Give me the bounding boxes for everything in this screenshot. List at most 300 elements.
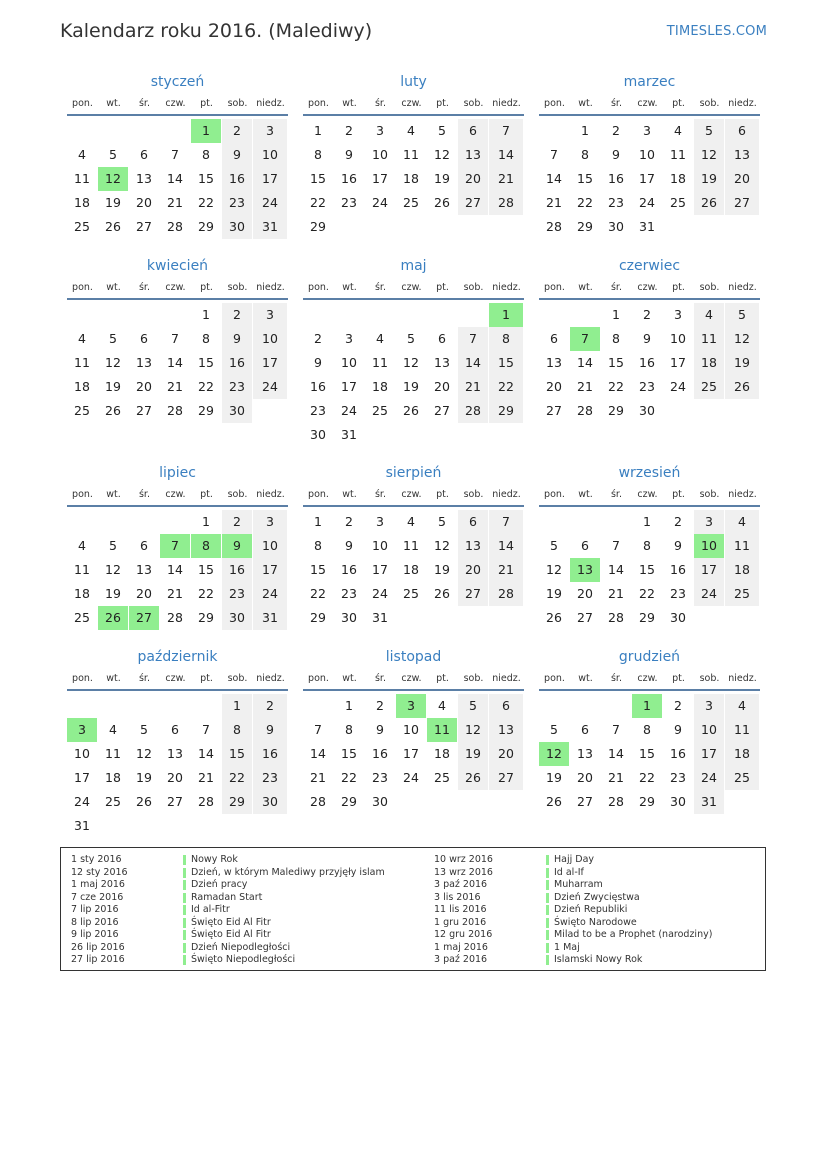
day-cell: 7: [612, 722, 620, 737]
day-cell: 28: [310, 794, 326, 809]
day-cell: 8: [202, 147, 210, 162]
day-cell: 25: [725, 582, 759, 606]
day-cell: 11: [403, 538, 419, 553]
day-cell: 15: [608, 355, 624, 370]
week-row: [539, 718, 760, 742]
empty-day-cell: [160, 510, 190, 534]
empty-day-cell: [427, 215, 457, 239]
day-cell: 27: [725, 191, 759, 215]
day-cell: 21: [577, 379, 593, 394]
holiday-item: [434, 854, 712, 867]
empty-day-cell: [694, 399, 724, 423]
holiday-date: 3 paź 2016: [434, 954, 488, 965]
weekday-label: niedz.: [492, 98, 521, 109]
day-cell: 11: [670, 147, 686, 162]
day-cell: 6: [140, 538, 148, 553]
day-cell: 23: [253, 766, 287, 790]
day-cell: 3: [674, 307, 682, 322]
week-row: [539, 742, 760, 766]
day-cell: 14: [167, 171, 183, 186]
holiday-day-cell: 3: [67, 718, 97, 742]
week-row: [67, 351, 288, 375]
day-cell: 27: [136, 403, 152, 418]
day-cell: 2: [674, 514, 682, 529]
holiday-day-cell: 26: [98, 606, 128, 630]
day-cell: 2: [222, 510, 252, 534]
day-cell: 21: [167, 586, 183, 601]
day-cell: 21: [458, 375, 488, 399]
day-cell: 8: [202, 331, 210, 346]
weekday-label: sob.: [227, 489, 248, 500]
holiday-name: Dzień Zwycięstwa: [554, 891, 640, 903]
weekday-header: [67, 669, 288, 691]
empty-day-cell: [334, 215, 364, 239]
day-cell: 15: [198, 562, 214, 577]
day-cell: 8: [612, 331, 620, 346]
empty-day-cell: [98, 119, 128, 143]
holiday-date: 3 lis 2016: [434, 891, 481, 903]
day-cell: 27: [489, 766, 523, 790]
empty-day-cell: [253, 399, 287, 423]
day-cell: 29: [198, 219, 214, 234]
holiday-date: 12 sty 2016: [71, 866, 128, 878]
holiday-marker: [183, 918, 186, 928]
day-cell: 1: [202, 307, 210, 322]
day-cell: 2: [222, 119, 252, 143]
week-row: [67, 167, 288, 191]
holiday-day-cell: 1: [489, 303, 523, 327]
day-cell: 11: [694, 327, 724, 351]
month-0: [67, 70, 288, 239]
holiday-item: [71, 892, 385, 905]
weekday-label: pon.: [544, 98, 565, 109]
holiday-name: Milad to be a Prophet (narodziny): [554, 929, 713, 940]
weekday-label: śr.: [374, 673, 386, 684]
weekday-label: pt.: [672, 673, 685, 684]
weekday-label: śr.: [138, 282, 150, 293]
day-cell: 15: [310, 562, 326, 577]
weekday-label: czw.: [165, 673, 186, 684]
day-cell: 25: [74, 403, 90, 418]
empty-day-cell: [694, 215, 724, 239]
weekday-label: wt.: [342, 282, 357, 293]
week-row: [539, 694, 760, 718]
day-cell: 13: [136, 562, 152, 577]
empty-day-cell: [160, 694, 190, 718]
holiday-date: 8 lip 2016: [71, 916, 119, 928]
day-cell: 5: [550, 538, 558, 553]
weekday-label: śr.: [138, 489, 150, 500]
empty-day-cell: [67, 303, 97, 327]
day-cell: 11: [74, 355, 90, 370]
day-cell: 29: [310, 219, 326, 234]
day-cell: 23: [222, 191, 252, 215]
day-cell: 9: [314, 355, 322, 370]
day-cell: 17: [403, 746, 419, 761]
day-cell: 6: [171, 722, 179, 737]
day-cell: 28: [458, 399, 488, 423]
day-cell: 22: [639, 770, 655, 785]
day-cell: 7: [171, 147, 179, 162]
weekday-label: wt.: [106, 98, 121, 109]
day-cell: 26: [434, 586, 450, 601]
day-cell: 10: [253, 327, 287, 351]
day-cell: 13: [136, 171, 152, 186]
holiday-day-cell: 12: [539, 742, 569, 766]
day-cell: 22: [639, 586, 655, 601]
weekday-header: [67, 485, 288, 507]
holiday-marker: [546, 868, 549, 878]
day-cell: 19: [403, 379, 419, 394]
day-cell: 27: [577, 610, 593, 625]
day-cell: 20: [577, 770, 593, 785]
day-cell: 17: [74, 770, 90, 785]
holiday-marker: [546, 905, 549, 915]
day-cell: 31: [253, 606, 287, 630]
weekday-label: śr.: [610, 98, 622, 109]
holiday-name: Id al-If: [554, 866, 584, 878]
holiday-date: 1 sty 2016: [71, 854, 122, 865]
day-cell: 2: [345, 123, 353, 138]
day-cell: 11: [372, 355, 388, 370]
month-name: lipiec: [159, 465, 196, 481]
day-cell: 16: [608, 171, 624, 186]
day-cell: 29: [198, 610, 214, 625]
day-cell: 1: [345, 698, 353, 713]
week-row: [303, 351, 524, 375]
day-cell: 17: [639, 171, 655, 186]
day-cell: 4: [407, 514, 415, 529]
weekday-label: śr.: [138, 673, 150, 684]
week-row: [67, 814, 288, 838]
holiday-day-cell: 13: [570, 558, 600, 582]
day-cell: 21: [489, 167, 523, 191]
empty-day-cell: [458, 423, 488, 447]
day-cell: 10: [74, 746, 90, 761]
weekday-label: pon.: [308, 489, 329, 500]
holiday-item: [434, 904, 712, 917]
empty-day-cell: [458, 606, 488, 630]
holiday-name: Id al-Fitr: [191, 904, 230, 915]
day-cell: 11: [725, 534, 759, 558]
day-cell: 25: [403, 195, 419, 210]
empty-day-cell: [725, 215, 759, 239]
weekday-label: wt.: [578, 673, 593, 684]
weekday-label: czw.: [165, 98, 186, 109]
empty-day-cell: [725, 606, 759, 630]
day-cell: 4: [725, 510, 759, 534]
day-cell: 1: [314, 123, 322, 138]
day-cell: 17: [694, 558, 724, 582]
empty-day-cell: [365, 215, 395, 239]
week-row: [539, 766, 760, 790]
weekday-label: sob.: [227, 98, 248, 109]
weekday-label: pt.: [436, 489, 449, 500]
day-cell: 22: [341, 770, 357, 785]
day-cell: 30: [222, 606, 252, 630]
holiday-date: 1 maj 2016: [434, 941, 488, 953]
weekday-label: niedz.: [492, 282, 521, 293]
holiday-marker: [546, 930, 549, 940]
holiday-day-cell: 1: [632, 694, 662, 718]
day-cell: 4: [78, 538, 86, 553]
week-row: [303, 167, 524, 191]
holiday-date: 10 wrz 2016: [434, 854, 493, 865]
month-name: maj: [400, 258, 427, 274]
weekday-label: wt.: [578, 489, 593, 500]
day-cell: 13: [458, 143, 488, 167]
holiday-item: [71, 867, 385, 880]
day-cell: 12: [725, 327, 759, 351]
day-cell: 13: [489, 718, 523, 742]
day-cell: 23: [670, 770, 686, 785]
day-cell: 5: [109, 538, 117, 553]
empty-day-cell: [129, 694, 159, 718]
day-cell: 4: [438, 698, 446, 713]
weekday-label: pt.: [672, 98, 685, 109]
day-cell: 5: [458, 694, 488, 718]
day-cell: 16: [222, 351, 252, 375]
day-cell: 18: [105, 770, 121, 785]
week-row: [303, 303, 524, 327]
holiday-name: Dzień Republiki: [554, 904, 628, 915]
day-cell: 5: [109, 331, 117, 346]
month-1: [303, 70, 524, 239]
day-cell: 14: [489, 143, 523, 167]
empty-day-cell: [539, 694, 569, 718]
holiday-date: 13 wrz 2016: [434, 866, 493, 878]
day-cell: 15: [198, 355, 214, 370]
day-cell: 4: [376, 331, 384, 346]
day-cell: 19: [458, 742, 488, 766]
day-cell: 4: [725, 694, 759, 718]
day-cell: 10: [253, 534, 287, 558]
day-cell: 17: [670, 355, 686, 370]
holiday-date: 12 gru 2016: [434, 929, 493, 940]
day-cell: 16: [222, 558, 252, 582]
holiday-item: [434, 917, 712, 930]
day-cell: 23: [670, 586, 686, 601]
holiday-item: [71, 904, 385, 917]
day-cell: 7: [489, 510, 523, 534]
day-cell: 18: [74, 379, 90, 394]
holiday-list-right: [434, 854, 712, 967]
empty-day-cell: [396, 790, 426, 814]
day-cell: 18: [74, 195, 90, 210]
day-cell: 22: [608, 379, 624, 394]
holiday-day-cell: 10: [694, 534, 724, 558]
empty-day-cell: [458, 790, 488, 814]
day-cell: 24: [670, 379, 686, 394]
holiday-item: [71, 942, 385, 955]
empty-day-cell: [489, 215, 523, 239]
empty-day-cell: [489, 606, 523, 630]
month-name: czerwiec: [618, 258, 681, 274]
month-name: listopad: [385, 649, 442, 665]
month-name: kwiecień: [146, 258, 209, 274]
weekday-label: niedz.: [256, 98, 285, 109]
day-cell: 19: [105, 379, 121, 394]
day-cell: 17: [253, 558, 287, 582]
week-row: [67, 510, 288, 534]
weekday-label: wt.: [106, 489, 121, 500]
weekday-label: pon.: [72, 673, 93, 684]
day-cell: 15: [222, 742, 252, 766]
day-cell: 17: [372, 171, 388, 186]
day-cell: 16: [670, 562, 686, 577]
weekday-label: czw.: [165, 489, 186, 500]
day-cell: 10: [694, 718, 724, 742]
day-cell: 28: [608, 794, 624, 809]
day-cell: 4: [694, 303, 724, 327]
empty-day-cell: [365, 423, 395, 447]
day-cell: 11: [403, 147, 419, 162]
week-row: [303, 191, 524, 215]
day-cell: 24: [372, 586, 388, 601]
holiday-day-cell: 12: [98, 167, 128, 191]
day-cell: 8: [643, 722, 651, 737]
day-cell: 27: [434, 403, 450, 418]
day-cell: 27: [136, 219, 152, 234]
holiday-marker: [183, 855, 186, 865]
weekday-label: wt.: [342, 98, 357, 109]
day-cell: 1: [581, 123, 589, 138]
day-cell: 6: [550, 331, 558, 346]
weekday-label: czw.: [401, 489, 422, 500]
day-cell: 23: [608, 195, 624, 210]
weekday-label: pt.: [200, 98, 213, 109]
holiday-marker: [546, 943, 549, 953]
day-cell: 3: [694, 694, 724, 718]
weekday-label: niedz.: [728, 489, 757, 500]
holiday-marker: [183, 943, 186, 953]
day-cell: 2: [345, 514, 353, 529]
day-cell: 1: [612, 307, 620, 322]
holiday-marker: [183, 868, 186, 878]
holiday-marker: [183, 905, 186, 915]
day-cell: 14: [608, 562, 624, 577]
day-cell: 17: [253, 351, 287, 375]
day-cell: 9: [222, 327, 252, 351]
week-row: [539, 167, 760, 191]
day-cell: 19: [546, 586, 562, 601]
empty-day-cell: [303, 303, 333, 327]
day-cell: 8: [345, 722, 353, 737]
day-cell: 10: [639, 147, 655, 162]
weekday-label: pon.: [308, 673, 329, 684]
day-cell: 9: [376, 722, 384, 737]
day-cell: 30: [253, 790, 287, 814]
day-cell: 18: [670, 171, 686, 186]
empty-day-cell: [365, 303, 395, 327]
day-cell: 14: [310, 746, 326, 761]
day-cell: 26: [458, 766, 488, 790]
day-cell: 20: [458, 167, 488, 191]
empty-day-cell: [98, 510, 128, 534]
week-row: [539, 375, 760, 399]
day-cell: 30: [310, 427, 326, 442]
day-cell: 24: [253, 191, 287, 215]
day-cell: 28: [198, 794, 214, 809]
empty-day-cell: [489, 423, 523, 447]
day-cell: 5: [407, 331, 415, 346]
weekday-label: pt.: [200, 489, 213, 500]
day-cell: 23: [310, 403, 326, 418]
empty-day-cell: [67, 119, 97, 143]
week-row: [303, 375, 524, 399]
day-cell: 12: [434, 538, 450, 553]
week-row: [67, 694, 288, 718]
holiday-name: Dzień Niepodległości: [191, 941, 291, 953]
day-cell: 7: [458, 327, 488, 351]
holiday-item: [71, 929, 385, 942]
holiday-item: [71, 954, 385, 967]
day-cell: 25: [74, 219, 90, 234]
holiday-day-cell: 8: [191, 534, 221, 558]
holiday-name: Dzień, w którym Malediwy przyjęły islam: [191, 866, 385, 878]
empty-day-cell: [160, 814, 190, 838]
day-cell: 12: [546, 562, 562, 577]
day-cell: 28: [546, 219, 562, 234]
day-cell: 9: [612, 147, 620, 162]
week-row: [67, 143, 288, 167]
holiday-item: [71, 854, 385, 867]
day-cell: 22: [198, 379, 214, 394]
weekday-label: śr.: [374, 282, 386, 293]
day-cell: 9: [253, 718, 287, 742]
empty-day-cell: [129, 303, 159, 327]
week-row: [303, 534, 524, 558]
week-row: [67, 119, 288, 143]
weekday-label: śr.: [374, 489, 386, 500]
holiday-date: 7 cze 2016: [71, 891, 124, 903]
week-row: [67, 558, 288, 582]
day-cell: 5: [438, 514, 446, 529]
day-cell: 16: [670, 746, 686, 761]
weekday-label: niedz.: [492, 489, 521, 500]
day-cell: 19: [725, 351, 759, 375]
day-cell: 23: [341, 195, 357, 210]
day-cell: 7: [171, 331, 179, 346]
weekday-label: pon.: [544, 489, 565, 500]
weekday-label: śr.: [610, 673, 622, 684]
day-cell: 6: [140, 331, 148, 346]
day-cell: 17: [253, 167, 287, 191]
day-cell: 2: [674, 698, 682, 713]
week-row: [303, 119, 524, 143]
holiday-name: Święto Eid Al Fitr: [191, 916, 271, 928]
site-link[interactable]: TIMESLES.COM: [666, 24, 767, 39]
day-cell: 6: [725, 119, 759, 143]
empty-day-cell: [458, 303, 488, 327]
weekday-label: wt.: [578, 98, 593, 109]
holiday-name: Dzień pracy: [191, 879, 248, 890]
day-cell: 10: [372, 147, 388, 162]
empty-day-cell: [67, 694, 97, 718]
day-cell: 26: [403, 403, 419, 418]
week-row: [67, 399, 288, 423]
day-cell: 31: [253, 215, 287, 239]
holiday-day-cell: 27: [129, 606, 159, 630]
week-row: [539, 534, 760, 558]
weekday-label: pt.: [436, 673, 449, 684]
day-cell: 18: [725, 558, 759, 582]
day-cell: 1: [314, 514, 322, 529]
day-cell: 27: [458, 582, 488, 606]
day-cell: 12: [434, 147, 450, 162]
month-7: [303, 461, 524, 630]
weekday-header: [539, 94, 760, 116]
